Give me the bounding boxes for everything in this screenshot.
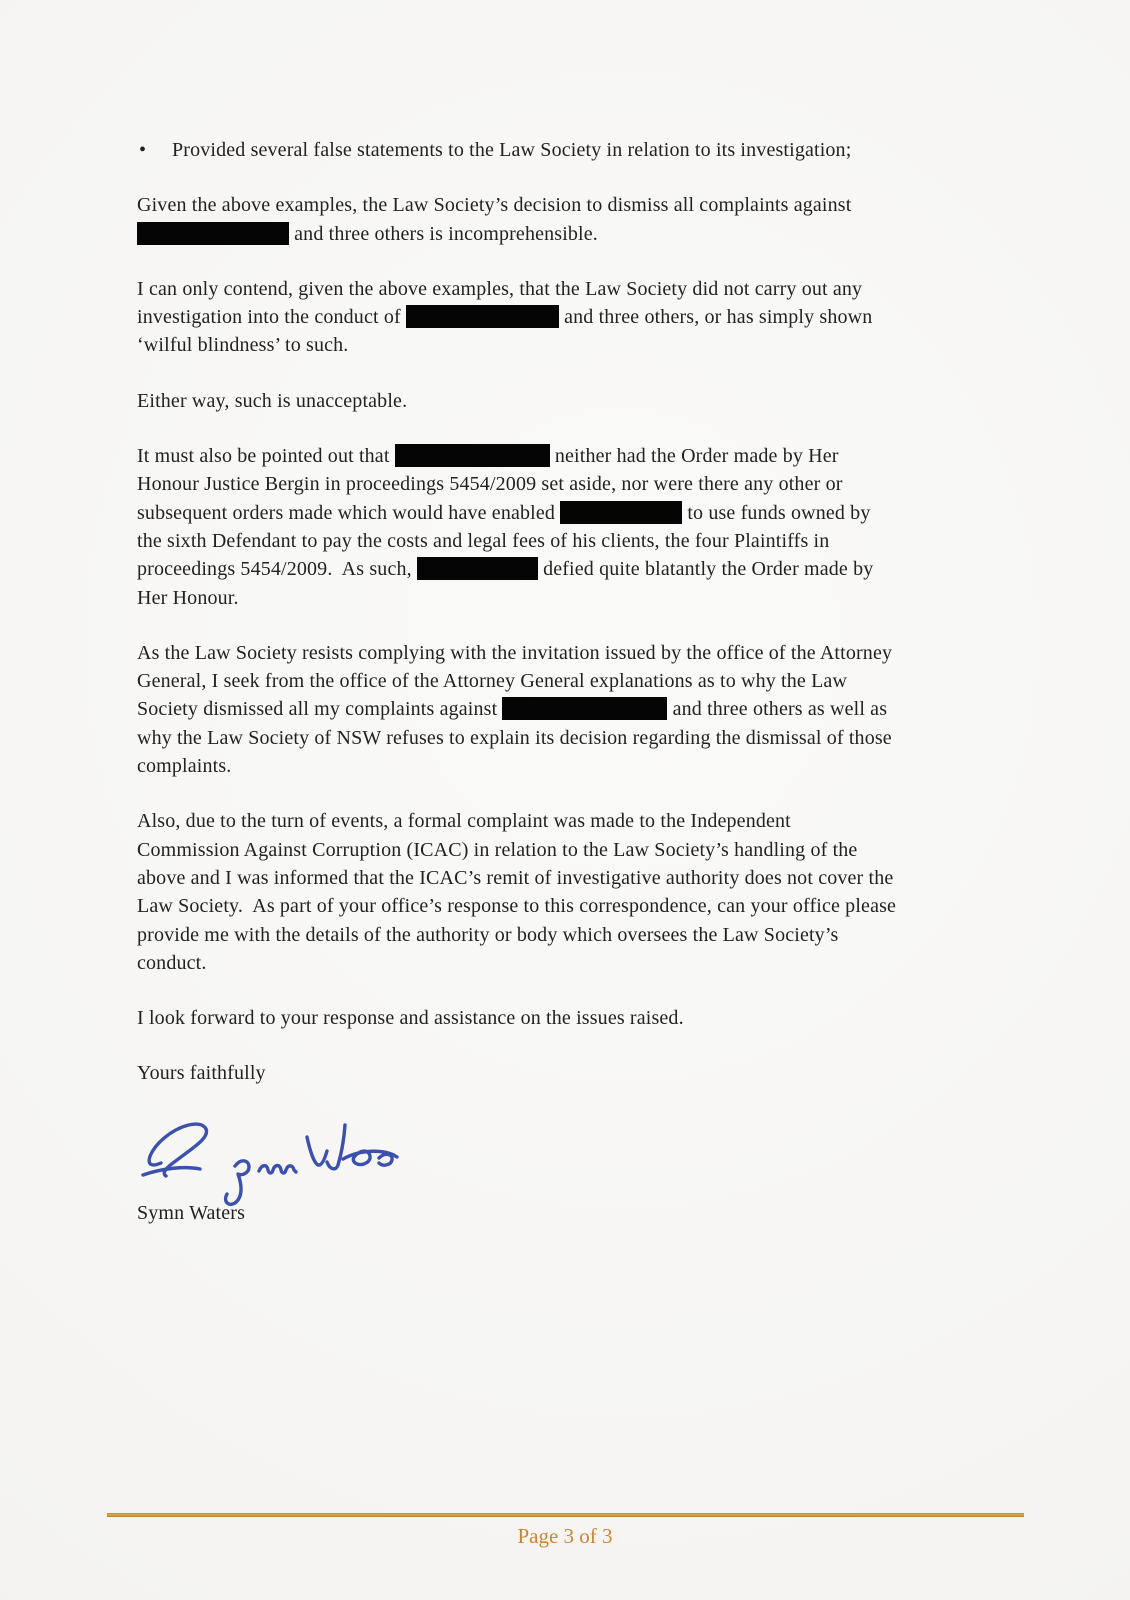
text-line xyxy=(137,695,1017,723)
signatory-name: Symn Waters xyxy=(137,1201,245,1224)
letter-paragraph xyxy=(137,1059,1017,1087)
text-line xyxy=(137,752,1017,780)
text-line xyxy=(137,892,1017,920)
redaction-bar xyxy=(560,501,682,524)
text-segment: the sixth Defendant to pay the costs and legal fees of his clients, the four Plaintiffs in xyxy=(137,529,830,552)
letter-paragraph xyxy=(137,639,1017,780)
text-line xyxy=(137,220,1017,248)
text-line xyxy=(137,387,1017,415)
redaction-bar xyxy=(137,222,289,245)
text-segment: General, I seek from the office of the Attorney General explanations as to why the Law xyxy=(137,670,848,693)
redaction-bar xyxy=(502,697,667,720)
letter-body xyxy=(137,136,1017,1227)
text-segment: to use funds owned by xyxy=(682,501,871,524)
text-line xyxy=(137,470,1017,498)
text-line xyxy=(137,331,1017,359)
text-segment: Given the above examples, the Law Society’s decision to dismiss all complaints against xyxy=(137,194,852,217)
letter-paragraph xyxy=(137,442,1017,612)
text-line xyxy=(137,442,1017,470)
text-segment: As the Law Society resists complying with the invitation issued by the office of the Attorney xyxy=(137,641,893,664)
text-segment: Yours faithfully xyxy=(137,1062,266,1085)
text-segment: neither had the Order made by Her xyxy=(549,445,839,468)
text-line xyxy=(137,667,1017,695)
text-line xyxy=(137,1059,1017,1087)
text-line xyxy=(137,499,1017,527)
handwritten-signature-icon xyxy=(139,1111,402,1211)
redaction-bar xyxy=(395,444,550,467)
letter-paragraph xyxy=(137,275,1017,360)
text-line xyxy=(137,555,1017,583)
text-segment: above and I was informed that the ICAC’s remit of investigative authority does not cover the xyxy=(137,866,894,889)
text-segment: subsequent orders made which would have enabled xyxy=(137,501,561,524)
page-number: Page 3 of 3 xyxy=(517,1524,613,1548)
text-line xyxy=(172,136,1017,164)
text-segment: Either way, such is unacceptable. xyxy=(137,389,408,412)
letter-paragraph xyxy=(137,1004,1017,1032)
paragraphs-host xyxy=(137,136,1017,1088)
letter-paragraph xyxy=(137,807,1017,977)
text-segment: Provided several false statements to the Law Society in relation to its investigation; xyxy=(172,139,852,161)
text-segment: I look forward to your response and assistance on the issues raised. xyxy=(137,1007,684,1030)
text-segment: and three others is incomprehensible. xyxy=(289,222,598,245)
text-segment: Law Society. As part of your office’s response to this correspondence, can your office please xyxy=(137,895,897,918)
signature-block xyxy=(137,1115,1017,1199)
text-segment: defied quite blatantly the Order made by xyxy=(537,558,874,581)
letter-paragraph xyxy=(137,387,1017,415)
text-line xyxy=(137,864,1017,892)
text-segment: conduct. xyxy=(137,951,207,974)
text-segment: Society dismissed all my complaints against xyxy=(137,698,503,721)
text-line xyxy=(137,1004,1017,1032)
text-line xyxy=(137,807,1017,835)
text-line xyxy=(137,275,1017,303)
text-line xyxy=(137,836,1017,864)
text-line xyxy=(137,191,1017,219)
text-segment: complaints. xyxy=(137,755,232,778)
redaction-bar xyxy=(406,305,559,328)
text-segment: Her Honour. xyxy=(137,586,239,609)
letter-paragraph xyxy=(137,191,1017,248)
text-segment: Honour Justice Bergin in proceedings 5454/2009 set aside, nor were there any other or xyxy=(137,473,843,496)
bullet-marker: • xyxy=(139,139,147,161)
text-line xyxy=(137,921,1017,949)
text-segment: I can only contend, given the above examples, that the Law Society did not carry out any xyxy=(137,277,863,300)
text-segment: ‘wilful blindness’ to such. xyxy=(137,334,349,357)
text-segment: investigation into the conduct of xyxy=(137,306,406,329)
text-segment: and three others as well as xyxy=(667,698,888,721)
text-segment: why the Law Society of NSW refuses to explain its decision regarding the dismissal of those xyxy=(137,726,892,749)
redaction-bar xyxy=(417,557,538,580)
text-line xyxy=(137,724,1017,752)
text-line xyxy=(137,303,1017,331)
text-line xyxy=(137,584,1017,612)
text-line xyxy=(137,949,1017,977)
text-line xyxy=(137,527,1017,555)
text-segment: and three others, or has simply shown xyxy=(558,306,873,329)
footer-divider xyxy=(107,1513,1024,1517)
text-segment: Also, due to the turn of events, a formal complaint was made to the Independent xyxy=(137,810,791,833)
letter-paragraph xyxy=(137,136,1017,164)
text-segment: Commission Against Corruption (ICAC) in relation to the Law Society’s handling of the xyxy=(137,838,858,861)
text-line xyxy=(137,639,1017,667)
text-segment: It must also be pointed out that xyxy=(137,445,395,468)
text-segment: provide me with the details of the authority or body which oversees the Law Society’s xyxy=(137,923,839,946)
text-segment: proceedings 5454/2009. As such, xyxy=(137,558,417,581)
